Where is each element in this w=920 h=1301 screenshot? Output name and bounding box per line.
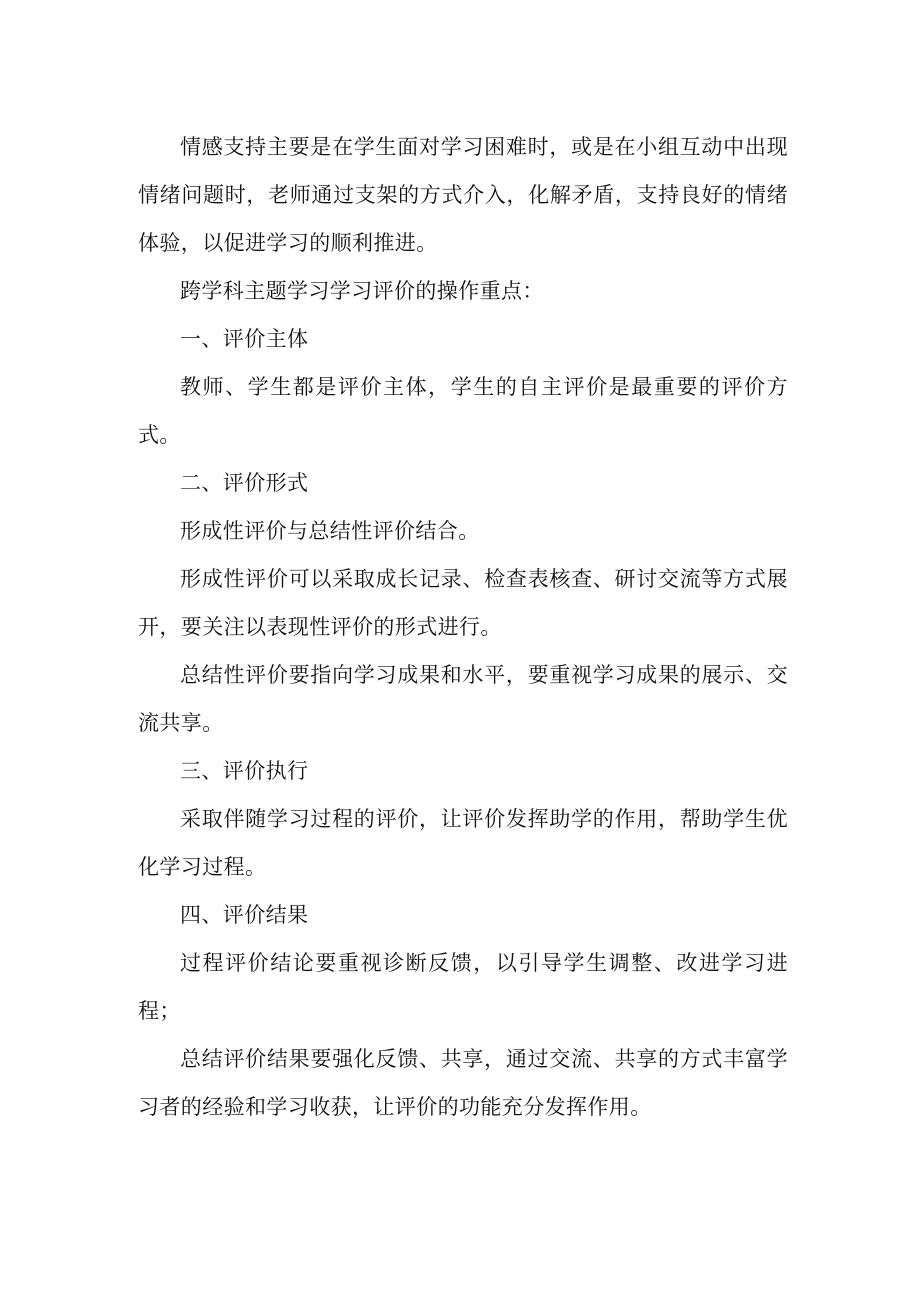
paragraph-evaluation-subject: 教师、学生都是评价主体，学生的自主评价是最重要的评价方式。 bbox=[138, 375, 788, 447]
heading-evaluation-execution: 三、评价执行 bbox=[180, 759, 309, 783]
document-body bbox=[138, 123, 788, 1131]
paragraph-summative-evaluation: 总结性评价要指向学习成果和水平，要重视学习成果的展示、交流共享。 bbox=[138, 663, 788, 735]
paragraph-evaluation-focus-intro: 跨学科主题学习学习评价的操作重点： bbox=[180, 279, 544, 303]
heading-evaluation-subject: 一、评价主体 bbox=[180, 327, 309, 351]
paragraph-emotional-support: 情感支持主要是在学生面对学习困难时，或是在小组互动中出现情绪问题时，老师通过支架的方式介入，化解矛盾，支持良好的情绪体验，以促进学习的顺利推进。 bbox=[138, 135, 788, 255]
heading-evaluation-form: 二、评价形式 bbox=[180, 471, 309, 495]
paragraph-summary-evaluation-result: 总结评价结果要强化反馈、共享，通过交流、共享的方式丰富学习者的经验和学习收获，让评价的功能充分发挥作用。 bbox=[138, 1047, 788, 1119]
paragraph-evaluation-execution: 采取伴随学习过程的评价，让评价发挥助学的作用，帮助学生优化学习过程。 bbox=[138, 807, 788, 879]
paragraph-process-evaluation-result: 过程评价结论要重视诊断反馈，以引导学生调整、改进学习进程； bbox=[138, 951, 788, 1023]
heading-evaluation-result: 四、评价结果 bbox=[180, 903, 309, 927]
paragraph-evaluation-form: 形成性评价与总结性评价结合。 bbox=[180, 519, 480, 543]
paragraph-formative-evaluation: 形成性评价可以采取成长记录、检查表核查、研讨交流等方式展开，要关注以表现性评价的形式进行。 bbox=[138, 567, 788, 639]
